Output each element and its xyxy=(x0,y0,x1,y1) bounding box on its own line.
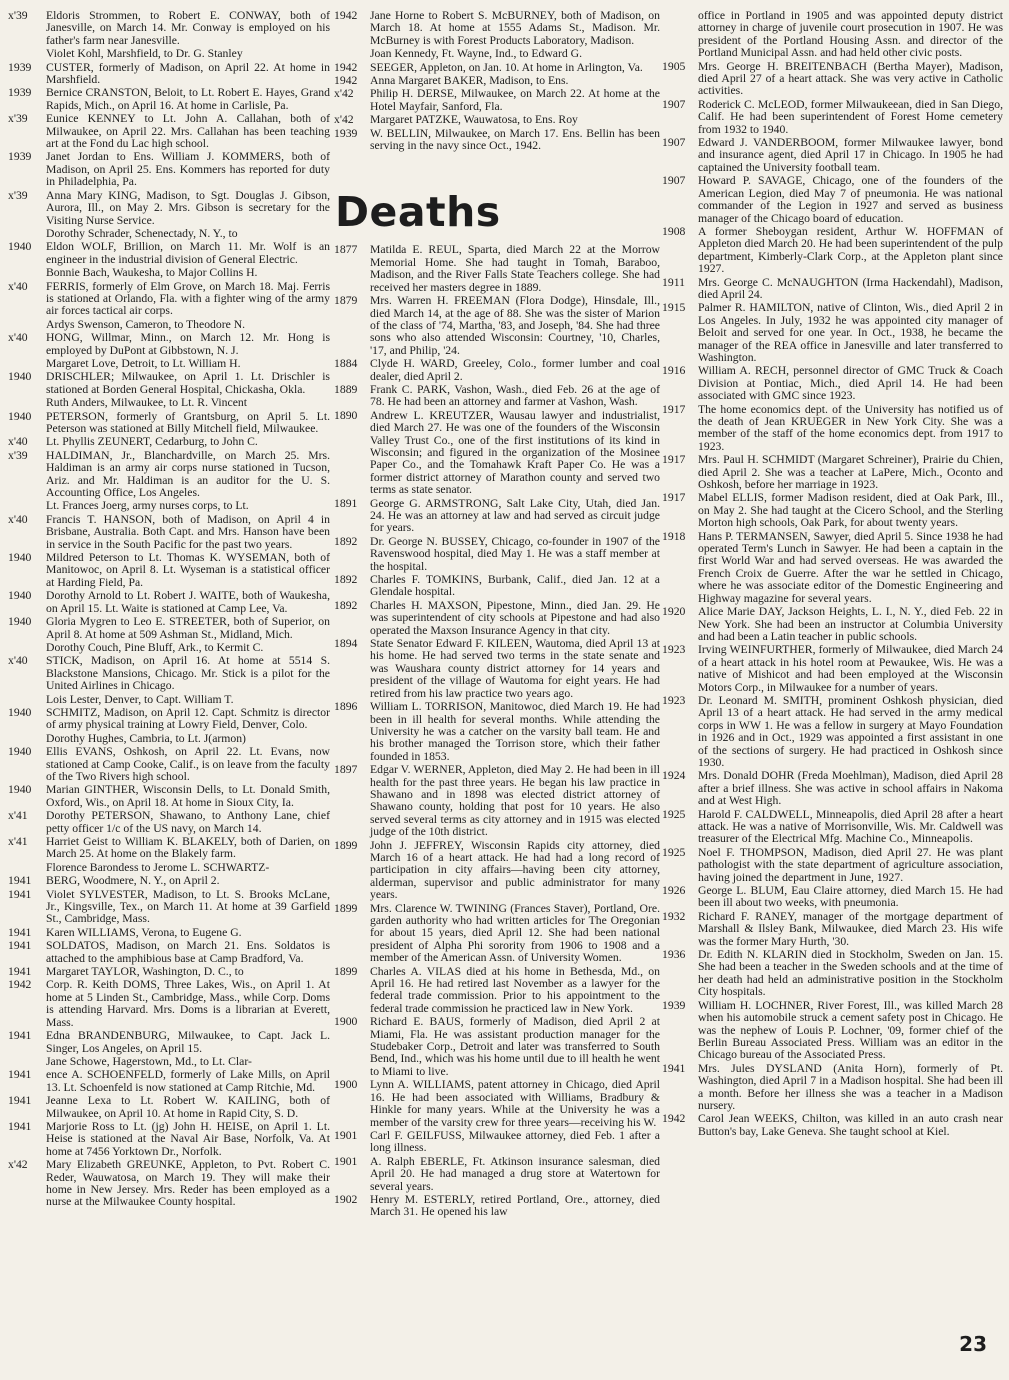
list-item xyxy=(662,99,1003,136)
class-year: x'39 xyxy=(8,112,28,126)
list-item xyxy=(8,62,330,87)
entry-text: William A. RECH, personnel director of GMC Truck & Coach Division at Pontiac, Mich., died April 14. He had been associated with GMC since 1923. xyxy=(698,364,1003,403)
entry-text: W. BELLIN, Milwaukee, on March 17. Ens. Bellin has been serving in the navy since Oct., 1942. xyxy=(370,126,660,153)
list-item xyxy=(8,707,330,732)
list-item xyxy=(334,1156,660,1193)
class-year: 1917 xyxy=(662,453,686,467)
list-item xyxy=(662,277,1003,302)
class-year: 1941 xyxy=(8,1094,32,1108)
list-item xyxy=(8,241,330,266)
entry-text: Dorothy Schrader, Schenectady, N. Y., to xyxy=(46,226,238,240)
class-year: 1908 xyxy=(662,224,686,238)
entry-text: BERG, Woodmere, N. Y., on April 2. xyxy=(46,874,220,888)
class-year: 1941 xyxy=(8,965,32,979)
class-year: 1896 xyxy=(334,700,358,714)
deaths-heading: Deaths xyxy=(335,188,501,237)
list-item xyxy=(8,875,330,887)
entry-text: HALDIMAN, Jr., Blanchardville, on March 25. Mrs. Haldiman is an army air corps nurse stationed in Tucson, Ariz. and Mr. Haldiman is an auditor for the U. S. Accounting Office, Los Angeles. xyxy=(46,448,330,500)
entry-text: Karen WILLIAMS, Verona, to Eugene G. xyxy=(46,925,242,939)
list-item xyxy=(662,365,1003,402)
class-year: 1892 xyxy=(334,534,358,548)
list-item xyxy=(8,940,330,965)
entry-text: George L. BLUM, Eau Claire attorney, died March 15. He had been ill about two weeks, with pneumonia. xyxy=(698,884,1003,910)
list-item xyxy=(8,889,330,926)
list-item xyxy=(8,500,330,512)
list-item xyxy=(334,600,660,637)
entry-text: Matilda E. REUL, Sparta, died March 22 at the Morrow Memorial Home. She had taught in Tomah, Baraboo, Madison, and the River Falls State Teachers college. She had received her masters degree in 1889. xyxy=(370,243,660,294)
class-year: 1925 xyxy=(662,845,686,859)
list-item xyxy=(8,87,330,112)
entry-text: Harriet Geist to William K. BLAKELY, both of Darien, on March 25. At home on the Blakely farm. xyxy=(46,835,330,861)
class-year: 1907 xyxy=(662,174,686,188)
class-year: 1917 xyxy=(662,491,686,505)
class-year: 1902 xyxy=(334,1192,358,1206)
class-year: 1940 xyxy=(8,589,32,603)
class-year: 1899 xyxy=(334,901,358,915)
list-item xyxy=(662,137,1003,174)
list-item xyxy=(662,302,1003,364)
entry-text: Dr. Edith N. KLARIN died in Stockholm, Sweden on Jan. 15. She had been a teacher in the Sweden schools and at the time of her death had held an administrative position in the Stockholm City hospitals. xyxy=(698,948,1003,999)
deaths-list-center xyxy=(334,244,660,1218)
entry-text: Andrew L. KREUTZER, Wausau lawyer and industrialist, died March 27. He was one of the founders of the Wisconsin Valley Trust Co., one of the first institutions of its kind in Wisconsin; and figured in the organization of the Mosinee Paper Co., and the Tomahawk Kraft Paper Co. He was a former district attorney of Marathon county and served two terms as state senator. xyxy=(370,408,660,497)
entry-text: FERRIS, formerly of Elm Grove, on March 18. Maj. Ferris is stationed at Orlando, Fla. with a fighter wing of the army air forces tactical air corps. xyxy=(46,279,330,318)
entry-text: Eldoris Strommen, to Robert E. CONWAY, both of Janesville, on March 14. Mr. Conway is employed on his father's farm near Janesville. xyxy=(46,9,330,47)
entry-text: Mabel ELLIS, former Madison resident, died at Oak Park, Ill., on May 2. She had taught at the Cicero School, and the Sterling Morton high schools, Oak Park, for about twenty years. xyxy=(698,491,1003,530)
entry-text: Jane Schowe, Hagerstown, Md., to Lt. Clar- xyxy=(46,1054,252,1068)
class-year: x'40 xyxy=(8,331,28,345)
entry-text: SEEGER, Appleton, on Jan. 10. At home in Arlington, Va. xyxy=(370,60,643,74)
entry-text: Bernice CRANSTON, Beloit, to Lt. Robert E. Hayes, Grand Rapids, Mich., on April 16. At home in Carlisle, Pa. xyxy=(46,86,330,112)
class-year: 1941 xyxy=(8,1029,32,1043)
entry-text: Margaret PATZKE, Wauwatosa, to Ens. Roy xyxy=(370,113,578,127)
entry-text: Lynn A. WILLIAMS, patent attorney in Chicago, died April 16. He had been associated with Williams, Bradbury & Hinkle for many years. While at the University he was a member of the varsity crew for three years—receiving his W. xyxy=(370,1078,660,1129)
entry-text: Mrs. Warren H. FREEMAN (Flora Dodge), Hinsdale, Ill., died March 14, at the age of 88. She was the sister of Marion of the class of '74, Martha, '83, and Joseph, '84. She had three sons who also attended Wisconsin: Courtney, '10, Charles, '17, and Philip, '24. xyxy=(370,294,660,357)
entry-text: Anna Margaret BAKER, Madison, to Ens. xyxy=(370,74,569,88)
class-year: 1923 xyxy=(662,643,686,657)
entry-text: Violet Kohl, Marshfield, to Dr. G. Stanley xyxy=(46,47,243,61)
list-item xyxy=(8,927,330,939)
entry-text: Florence Barondess to Jerome L. SCHWARTZ- xyxy=(46,860,270,874)
class-year: 1897 xyxy=(334,763,358,777)
deaths-column-right xyxy=(662,10,1003,1139)
list-item xyxy=(334,10,660,47)
class-year: 1877 xyxy=(334,243,358,257)
class-year: 1941 xyxy=(8,1068,32,1082)
list-item xyxy=(662,911,1003,948)
list-item xyxy=(662,949,1003,999)
class-year: 1939 xyxy=(8,86,32,100)
list-item xyxy=(8,48,330,60)
list-item xyxy=(8,267,330,279)
entry-text: Palmer R. HAMILTON, native of Clinton, Wis., died April 2 in Los Angeles. In July, 1932 he was appointed city manager of Beloit and served for one year. In Oct., 1938, he became the manager of the REA office in Janesville and later transferred to Washington. xyxy=(698,301,1003,364)
class-year: 1939 xyxy=(8,150,32,164)
entry-text: HONG, Willmar, Minn., on March 12. Mr. Hong is employed by DuPont at Gibbstown, N. J. xyxy=(46,331,330,357)
entry-text: Alice Marie DAY, Jackson Heights, L. I., N. Y., died Feb. 22 in New York. She had been an instructor at Columbia University and had been a Latin teacher in public schools. xyxy=(698,605,1003,643)
list-item xyxy=(8,450,330,500)
class-year: 1926 xyxy=(662,884,686,898)
class-year: 1936 xyxy=(662,948,686,962)
class-year: x'42 xyxy=(8,1158,28,1172)
list-item xyxy=(8,810,330,835)
list-item xyxy=(662,770,1003,807)
class-year: 1942 xyxy=(662,1112,686,1126)
class-year: x'40 xyxy=(8,279,28,293)
class-year: 1940 xyxy=(8,551,32,565)
entry-text: Howard P. SAVAGE, Chicago, one of the founders of the American Legion, died May 7 of pneumonia. He was national commander of the Legion in 1927 and served as business manager of the Chicago board of education. xyxy=(698,174,1003,225)
entry-text: The home economics dept. of the University has notified us of the death of Jean KRUEGER in New York City. She was a member of the staff of the home economics dept. from 1917 to 1923. xyxy=(698,402,1003,453)
list-item xyxy=(334,574,660,599)
entry-text: Bonnie Bach, Waukesha, to Major Collins H. xyxy=(46,266,258,280)
class-year: 1900 xyxy=(334,1078,358,1092)
list-item xyxy=(334,88,660,113)
list-item xyxy=(334,75,660,87)
entry-text: State Senator Edward F. KILEEN, Wautoma, died April 13 at his home. He had served two terms in the state senate and was Waushara county district attorney for 14 years and president of the village of Wautoma for eight years. He had retired from his law practice two years ago. xyxy=(370,637,660,700)
entry-text: Edna BRANDENBURG, Milwaukee, to Capt. Jack L. Singer, Los Angeles, on April 15. xyxy=(46,1029,330,1055)
entry-text: Dr. George N. BUSSEY, Chicago, co-founder in 1907 of the Ravenswood hospital, died May 1. He was a staff member at the hospital. xyxy=(370,534,660,573)
list-item xyxy=(8,552,330,589)
marriages-continued xyxy=(334,10,660,152)
class-year: 1884 xyxy=(334,357,358,371)
list-item xyxy=(8,436,330,448)
entry-text: Philip H. DERSE, Milwaukee, on March 22. At home at the Hotel Mayfair, Sanford, Fla. xyxy=(370,87,660,113)
list-item xyxy=(334,1079,660,1129)
class-year: 1941 xyxy=(662,1061,686,1075)
class-year: 1939 xyxy=(8,60,32,74)
list-item xyxy=(334,128,660,153)
list-item xyxy=(8,733,330,745)
list-item xyxy=(8,151,330,188)
list-item xyxy=(334,701,660,763)
list-item xyxy=(334,1194,660,1219)
class-year: 1891 xyxy=(334,496,358,510)
class-year: 1917 xyxy=(662,402,686,416)
entry-text: A former Sheboygan resident, Arthur W. HOFFMAN of Appleton died March 20. He had been superintendent of the pulp department, Kimberly-Clark Corp., at the Appleton plant since 1927. xyxy=(698,224,1003,276)
list-item xyxy=(334,966,660,1016)
entry-text: Dorothy Couch, Pine Bluff, Ark., to Kermit C. xyxy=(46,640,264,654)
class-year: 1907 xyxy=(662,97,686,111)
list-item xyxy=(334,764,660,838)
list-item xyxy=(8,411,330,436)
list-item xyxy=(8,319,330,331)
list-item xyxy=(334,62,660,74)
list-item xyxy=(662,10,1003,60)
entry-text: Mrs. Paul H. SCHMIDT (Margaret Schreiner), Prairie du Chien, died April 2. She was a teacher at LaPere, Mich., Oconto and Oshkosh, before her marriage in 1923. xyxy=(698,453,1003,492)
class-year: 1939 xyxy=(334,126,358,140)
entry-text: Dr. Leonard M. SMITH, prominent Oshkosh physician, died April 13 of a heart attack. He had served in the army medical corps in WW 1. He was a fellow in surgery at Mayo Foundation in 1926 and in Oct., 1929 was appointed a first assistant in one of the sections of surgery. He had practiced in Oshkosh since 1930. xyxy=(698,693,1003,769)
list-item xyxy=(8,655,330,692)
class-year: 1942 xyxy=(8,978,32,992)
entry-text: Charles A. VILAS died at his home in Bethesda, Md., on April 16. He had retired last November as a lawyer for the federal trade commission. Prior to his appointment to the federal trade commission he practiced law in New York. xyxy=(370,964,660,1015)
entry-text: Mrs. George C. McNAUGHTON (Irma Hackendahl), Madison, died April 24. xyxy=(698,275,1003,301)
list-item xyxy=(662,404,1003,454)
list-item xyxy=(334,1016,660,1078)
list-item xyxy=(8,1056,330,1068)
entry-text: Henry M. ESTERLY, retired Portland, Ore., attorney, died March 31. He opened his law xyxy=(370,1192,660,1219)
class-year: 1905 xyxy=(662,59,686,73)
list-item xyxy=(8,590,330,615)
class-year: x'41 xyxy=(8,809,28,823)
list-item xyxy=(8,1069,330,1094)
class-year: 1923 xyxy=(662,693,686,707)
entry-text: Edward J. VANDERBOOM, former Milwaukee lawyer, bond and insurance agent, died April 17 in Chicago. In 1905 he had captained the University football team. xyxy=(698,136,1003,174)
class-year: 1907 xyxy=(662,136,686,150)
list-item xyxy=(334,358,660,383)
list-item xyxy=(334,244,660,294)
class-year: 1932 xyxy=(662,909,686,923)
list-item xyxy=(8,281,330,318)
entry-text: Charles F. TOMKINS, Burbank, Calif., died Jan. 12 at a Glendale hospital. xyxy=(370,573,660,599)
class-year: 1916 xyxy=(662,364,686,378)
entry-text: DRISCHLER; Milwaukee, on April 1. Lt. Drischler is stationed at Borden General Hospital, Chickasha, Okla. xyxy=(46,370,330,396)
list-item xyxy=(8,862,330,874)
list-item xyxy=(334,498,660,535)
list-item xyxy=(662,61,1003,98)
entry-text: Mrs. Donald DOHR (Freda Moehlman), Madison, died April 28 after a brief illness. She was active in school affairs in Nakoma and at West High. xyxy=(698,769,1003,808)
entry-text: John J. JEFFREY, Wisconsin Rapids city attorney, died March 16 of a heart attack. He had had a long record of participation in city affairs—having been city attorney, alderman, supervisor and public administrator for many years. xyxy=(370,838,660,902)
class-year: x'39 xyxy=(8,448,28,462)
class-year: 1941 xyxy=(8,887,32,901)
list-item xyxy=(8,358,330,370)
list-item xyxy=(8,966,330,978)
class-year: x'40 xyxy=(8,512,28,526)
entry-text: Mary Elizabeth GREUNKE, Appleton, to Pvt. Robert C. Reder, Wauwatosa, on March 19. They will make their home in New Jersey. Mrs. Reder has been employed as a nurse at the Milwaukee County hospital. xyxy=(46,1158,330,1209)
class-year: 1939 xyxy=(662,998,686,1012)
list-item xyxy=(662,531,1003,605)
list-item xyxy=(334,295,660,357)
list-item xyxy=(662,847,1003,884)
class-year: 1892 xyxy=(334,598,358,612)
list-item xyxy=(8,332,330,357)
class-year: x'40 xyxy=(8,435,28,449)
entry-text: ence A. SCHOENFELD, formerly of Lake Mills, on April 13. Lt. Schoenfeld is now stationed at Camp Ritchie, Md. xyxy=(46,1068,330,1094)
entry-text: William H. LOCHNER, River Forest, Ill., was killed March 28 when his automobile struck a cement safety post in Chicago. He was the nephew of Louis P. Lochner, '09, former chief of the Berlin Bureau Associated Press. William was an editor in the Chicago bureau of the Associated Press. xyxy=(698,998,1003,1062)
list-item xyxy=(8,228,330,240)
entry-text: Clyde H. WARD, Greeley, Colo., former lumber and coal dealer, died April 2. xyxy=(370,357,660,383)
class-year: x'41 xyxy=(8,835,28,848)
class-year: 1915 xyxy=(662,301,686,315)
entry-text: Dorothy PETERSON, Shawano, to Anthony Lane, chief petty officer 1/c of the US navy, on March 14. xyxy=(46,809,330,835)
list-item xyxy=(334,384,660,409)
list-item xyxy=(8,514,330,551)
class-year: 1941 xyxy=(8,939,32,953)
list-item xyxy=(8,113,330,150)
entry-text: Eldon WOLF, Brillion, on March 11. Mr. Wolf is an engineer in the industrial division of General Electric. xyxy=(46,240,330,266)
list-item xyxy=(662,695,1003,769)
list-item xyxy=(8,642,330,654)
entry-text: Dorothy Arnold to Lt. Robert J. WAITE, both of Waukesha, on April 15. Lt. Waite is stationed at Camp Lee, Va. xyxy=(46,589,330,615)
class-year: 1924 xyxy=(662,769,686,783)
entry-text: office in Portland in 1905 and was appointed deputy district attorney in charge of juvenile court prosecution in 1907. He was president of the Portland Housing Assn. and director of the Portland Municipal Assn. and had held other civic posts. xyxy=(698,9,1003,60)
class-year: 1920 xyxy=(662,605,686,619)
list-item xyxy=(8,190,330,227)
entry-text: CUSTER, formerly of Madison, on April 22. At home in Marshfield. xyxy=(46,60,330,87)
entry-text: Marian GINTHER, Wisconsin Dells, to Lt. Donald Smith, Oxford, Wis., on April 18. At home in Sioux City, Ia. xyxy=(46,783,330,809)
list-item xyxy=(334,536,660,573)
list-item xyxy=(8,1030,330,1055)
class-year: 1940 xyxy=(8,370,32,384)
list-item xyxy=(8,1121,330,1158)
class-year: 1901 xyxy=(334,1154,358,1168)
entry-text: STICK, Madison, on April 16. At home at 5514 S. Blackstone Mansions, Chicago. Mr. Stick is a pilot for the United Airlines in Chicago. xyxy=(46,654,330,693)
class-year: 1940 xyxy=(8,409,32,423)
class-year: x'39 xyxy=(8,9,28,22)
entry-text: Richard E. BAUS, formerly of Madison, died April 2 at Miami, Fla. He was assistant production manager for the Studebaker Corp., Detroit and later was transferred to South Bend, Ind., which was his home until due to ill health he went to Miami to live. xyxy=(370,1015,660,1078)
class-year: 1911 xyxy=(662,275,685,289)
class-year: 1892 xyxy=(334,573,358,587)
entry-text: Eunice KENNEY to Lt. John A. Callahan, both of Milwaukee, on April 22. Mrs. Callahan has been teaching art at the Fond du Lac high school. xyxy=(46,112,330,151)
list-item xyxy=(662,226,1003,276)
class-year: 1941 xyxy=(8,1119,32,1133)
entry-text: Lt. Phyllis ZEUNERT, Cedarburg, to John C. xyxy=(46,435,258,449)
list-item xyxy=(662,1000,1003,1062)
entry-text: Richard F. RANEY, manager of the mortgage department of Marshall & Ilsley Bank, Milwaukee, died March 23. His wife was the former Mary Hurth, '30. xyxy=(698,909,1003,948)
list-item xyxy=(662,606,1003,643)
list-item xyxy=(662,1063,1003,1113)
list-item xyxy=(662,809,1003,846)
list-item xyxy=(8,746,330,783)
class-year: x'42 xyxy=(334,87,354,101)
list-item xyxy=(8,836,330,861)
list-item xyxy=(334,410,660,497)
entry-text: Edgar V. WERNER, Appleton, died May 2. He had been in ill health for the past three years. He began his law practice in Shawano and in 1898 was elected district attorney of Shawano county, holding that post for 10 years. He also served several terms as city attorney and in 1915 was elected judge of the 10th district. xyxy=(370,763,660,839)
entry-text: Mrs. George H. BREITENBACH (Bertha Mayer), Madison, died April 27 of a heart attack. She was very active in Catholic activities. xyxy=(698,59,1003,98)
entry-text: Joan Kennedy, Ft. Wayne, Ind., to Edward G. xyxy=(370,47,582,61)
class-year: 1941 xyxy=(8,925,32,939)
entry-text: PETERSON, formerly of Grantsburg, on April 5. Lt. Peterson was stationed at Billy Mitchell field, Milwaukee. xyxy=(46,409,330,435)
entry-text: Noel F. THOMPSON, Madison, died April 27. He was plant pathologist with the state department of agriculture association, having joined the department in June, 1927. xyxy=(698,845,1003,884)
class-year: 1942 xyxy=(334,9,358,22)
list-item xyxy=(662,454,1003,491)
list-item xyxy=(334,48,660,60)
class-year: x'39 xyxy=(8,188,28,202)
class-year: 1890 xyxy=(334,408,358,422)
list-item xyxy=(334,1130,660,1155)
class-year: x'40 xyxy=(8,654,28,668)
class-year: 1942 xyxy=(334,74,358,88)
class-year: 1940 xyxy=(8,783,32,797)
list-item xyxy=(662,492,1003,529)
entry-text: Margaret TAYLOR, Washington, D. C., to xyxy=(46,965,244,979)
entry-text: Janet Jordan to Ens. William J. KOMMERS, both of Madison, on April 25. Ens. Kommers has reported for duty in Philadelphia, Pa. xyxy=(46,150,330,189)
list-item xyxy=(8,371,330,396)
entry-text: Lois Lester, Denver, to Capt. William T. xyxy=(46,692,234,706)
class-year: 1894 xyxy=(334,637,358,651)
entry-text: Corp. R. Keith DOMS, Three Lakes, Wis., on April 1. At home at 5 Linden St., Cambridge, Mass., while Corp. Doms is attending Harvard. Mrs. Doms is a librarian at Everett, Mass. xyxy=(46,978,330,1029)
list-item xyxy=(8,397,330,409)
class-year: 1899 xyxy=(334,964,358,978)
list-item xyxy=(334,638,660,700)
entry-text: SOLDATOS, Madison, on March 21. Ens. Soldatos is attached to the amphibious base at Camp Bradford, Va. xyxy=(46,939,330,965)
center-column xyxy=(334,10,660,1220)
entry-text: Lt. Frances Joerg, army nurses corps, to Lt. xyxy=(46,499,249,513)
entry-text: Ruth Anders, Milwaukee, to Lt. R. Vincent xyxy=(46,396,247,410)
list-item xyxy=(8,784,330,809)
entry-text: Mrs. Jules DYSLAND (Anita Horn), formerly of Pt. Washington, died April 7 in a Madison hospital. She had been ill a month. Before her illness she was a teacher in a Madison nursery. xyxy=(698,1061,1003,1112)
class-year: 1940 xyxy=(8,615,32,629)
list-item xyxy=(334,840,660,902)
list-item xyxy=(334,114,660,126)
page-number: 23 xyxy=(959,1332,987,1356)
entry-text: Frank C. PARK, Vashon, Wash., died Feb. 26 at the age of 78. He had been an attorney and farmer at Vashon, Wash. xyxy=(370,382,660,409)
entry-text: Charles H. MAXSON, Pipestone, Minn., died Jan. 29. He was superintendent of city schools at Pipestone and had also operated the Maxson Insurance Agency in that city. xyxy=(370,598,660,637)
entry-text: Jeanne Lexa to Lt. Robert W. KAILING, both of Milwaukee, on April 10. At home in Rapid City, S. D. xyxy=(46,1094,330,1120)
entry-text: A. Ralph EBERLE, Ft. Atkinson insurance salesman, died April 20. He had managed a drug store at Watertown for several years. xyxy=(370,1154,660,1193)
entry-text: Ellis EVANS, Oshkosh, on April 22. Lt. Evans, now stationed at Camp Cooke, Calif., is on leave from the faculty of the Two Rivers high school. xyxy=(46,745,330,783)
class-year: 1889 xyxy=(334,382,358,396)
list-item xyxy=(662,175,1003,225)
class-year: 1879 xyxy=(334,294,358,308)
entry-text: Anna Mary KING, Madison, to Sgt. Douglas J. Gibson, Aurora, Ill., on May 2. Mrs. Gibson is secretary for the Visiting Nurse Service. xyxy=(46,188,330,227)
class-year: 1940 xyxy=(8,745,32,759)
entry-text: Irving WEINFURTHER, formerly of Milwaukee, died March 24 of a heart attack in his hotel room at Pewaukee, Wis. He was a native of Mishicot and had been employed at the Wisconsin Motors Corp., in Milwaukee for a number of years. xyxy=(698,643,1003,694)
entry-text: Roderick C. McLEOD, former Milwaukeean, died in San Diego, Calif. He had been superintendent of Forest Home cemetery from 1932 to 1940. xyxy=(698,97,1003,136)
class-year: 1925 xyxy=(662,807,686,821)
entry-text: Ardys Swenson, Cameron, to Theodore N. xyxy=(46,317,246,331)
entry-text: George G. ARMSTRONG, Salt Lake City, Utah, died Jan. 24. He was an attorney at law and had served as circuit judge for years. xyxy=(370,496,660,535)
entry-text: Dorothy Hughes, Cambria, to Lt. J(armon) xyxy=(46,731,246,745)
list-item xyxy=(8,1159,330,1209)
entry-text: Marjorie Ross to Lt. (jg) John H. HEISE, on April 1. Lt. Heise is stationed at the Naval Air Base, Norfolk, Va. At home at 7456 Yorktown Dr., Norfolk. xyxy=(46,1119,330,1158)
list-item xyxy=(8,1095,330,1120)
class-year: 1941 xyxy=(8,874,32,888)
list-item xyxy=(8,979,330,1029)
list-item xyxy=(662,644,1003,694)
class-year: 1899 xyxy=(334,838,358,852)
list-item xyxy=(8,616,330,641)
entry-text: Mrs. Clarence W. TWINING (Frances Staver), Portland, Ore. garden authority who had written articles for The Oregonian for about 15 years, died April 12. She had been national president of Alpha Phi sorority from 1906 to 1908 and a member of the American Assn. of University Women. xyxy=(370,901,660,965)
entry-text: Gloria Mygren to Leo E. STREETER, both of Superior, on April 8. At home at 509 Ashman St., Midland, Mich. xyxy=(46,615,330,641)
entry-text: Violet SYLVESTER, Madison, to Lt. S. Brooks McLane, Jr., Kingsville, Tex., on March 11. At home at 39 Garfield St., Cambridge, Mass. xyxy=(46,887,330,926)
list-item xyxy=(334,903,660,965)
class-year: 1940 xyxy=(8,705,32,719)
list-item xyxy=(8,694,330,706)
marriages-column-left xyxy=(8,10,330,1210)
class-year: 1900 xyxy=(334,1015,358,1029)
entry-text: Mildred Peterson to Lt. Thomas K. WYSEMAN, both of Manitowoc, on April 8. Lt. Wyseman is a statistical officer at Harding Field, Pa. xyxy=(46,551,330,589)
class-year: 1942 xyxy=(334,60,358,74)
class-year: x'42 xyxy=(334,113,354,127)
entry-text: Margaret Love, Detroit, to Lt. William H. xyxy=(46,356,241,370)
list-item xyxy=(662,885,1003,910)
class-year: 1940 xyxy=(8,240,32,254)
entry-text: SCHMITZ, Madison, on April 12. Capt. Schmitz is director of army physical training at Lowry Field, Denver, Colo. xyxy=(46,705,330,732)
list-item xyxy=(662,1113,1003,1138)
entry-text: Jane Horne to Robert S. McBURNEY, both of Madison, on March 18. At home at 1555 Adams St., Madison. Mr. McBurney is with Forest Products Laboratory, Madison. xyxy=(370,9,660,47)
entry-text: Carl F. GEILFUSS, Milwaukee attorney, died Feb. 1 after a long illness. xyxy=(370,1128,660,1155)
entry-text: Carol Jean WEEKS, Chilton, was killed in an auto crash near Button's bay, Lake Geneva. She taught school at Kiel. xyxy=(698,1112,1003,1138)
class-year: 1918 xyxy=(662,529,686,543)
entry-text: Harold F. CALDWELL, Minneapolis, died April 28 after a heart attack. He was a native of Morrisonville, Wis. Mr. Caldwell was treasurer of the Electrical Mfg. Machine Co., Minneapolis. xyxy=(698,807,1003,846)
list-item xyxy=(8,10,330,47)
entry-text: Hans P. TERMANSEN, Sawyer, died April 5. Since 1938 he had operated Term's Lunch in Sawyer. He had been a captain in the first World War and had served overseas. He was awarded the French Croix de Guerre. After the war he settled in Chicago, where he was associate editor of the Domestic Engineering and Highway magazine for several years. xyxy=(698,529,1003,605)
entry-text: Francis T. HANSON, both of Madison, on April 4 in Brisbane, Australia. Both Capt. and Mrs. Hanson have been in service in the South Pacific for the past two years. xyxy=(46,512,330,551)
entry-text: William L. TORRISON, Manitowoc, died March 19. He had been in ill health for several months. While attending the University he was a catcher on the varsity ball team. He and his brother managed the Torrison store, which their father founded in 1853. xyxy=(370,700,660,763)
class-year: 1901 xyxy=(334,1128,358,1142)
